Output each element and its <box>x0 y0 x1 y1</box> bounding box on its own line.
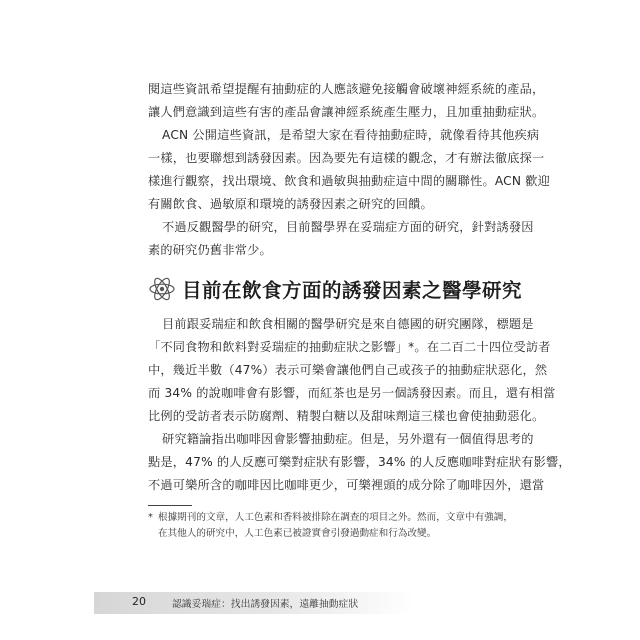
running-title: 認識妥瑞症：找出誘發因素，遠離抽動症狀 <box>172 599 359 610</box>
footnote-marker: * <box>148 512 153 523</box>
footnote-line: 在其他人的研究中，人工色素已被證實會引發過動症和行為改變。 <box>158 528 437 539</box>
footnote-divider <box>148 505 192 506</box>
footnote-text: 根據期刊的文章，人工色素和香料被排除在調查的項目之外。然而，文章中有強調， <box>158 512 513 523</box>
paragraph-research-gap <box>148 216 534 262</box>
paragraph-intro <box>148 78 545 124</box>
text-line: 「不同食物和飲料對妥瑞症的抽動症狀之影響」*。在二百二十四位受訪者 <box>148 340 551 354</box>
section-heading-text: 目前在飲食方面的誘發因素之醫學研究 <box>182 279 523 302</box>
text-line: 目前跟妥瑞症和飲食相關的醫學研究是來自德國的研究團隊，標題是 <box>162 317 534 331</box>
page-number: 20 <box>132 595 146 608</box>
text-line: ACN 公開這些資訊，是希望大家在看待抽動症時，就像看待其他疾病 <box>162 128 540 142</box>
text-line: 素的研究仍舊非常少。 <box>148 243 272 257</box>
text-line: 中，幾近半數（47%）表示可樂會讓他們自己或孩子的抽動症狀惡化，然 <box>148 363 548 377</box>
text-line: 一樣，也要聯想到誘發因素。因為要先有這樣的觀念，才有辦法徹底探一 <box>148 151 545 165</box>
atom-icon <box>148 275 176 303</box>
text-line: 有關飲食、過敏原和環境的誘發因素之研究的回饋。 <box>148 197 433 211</box>
text-line: 點是，47% 的人反應可樂對症狀有影響，34% 的人反應咖啡對症狀有影響， <box>148 455 571 469</box>
section-heading <box>148 271 523 307</box>
text-line: 讓人們意識到這些有害的產品會讓神經系統產生壓力，且加重抽動症狀。 <box>148 105 545 119</box>
text-line: 不過可樂所含的咖啡因比咖啡更少，可樂裡頭的成分除了咖啡因外，還當 <box>148 478 545 492</box>
text-line: 研究籍論指出咖啡因會影響抽動症。但是，另外還有一個值得思考的 <box>162 432 534 446</box>
text-line: 閱這些資訊希望提醒有抽動症的人應該避免接觸會破壞神經系統的產品， <box>148 82 545 96</box>
paragraph-acn <box>148 124 551 216</box>
paragraph-german-study <box>148 313 556 428</box>
text-line: 而 34% 的說咖啡會有影響，而紅茶也是另一個誘發因素。而且，還有相當 <box>148 386 556 400</box>
paragraph-caffeine <box>148 428 571 497</box>
text-line: 比例的受訪者表示防腐劑、精製白糖以及甜味劑這三樣也會使抽動惡化。 <box>148 409 545 423</box>
footnote <box>148 510 513 542</box>
text-line: 樣進行觀察，找出環境、飲食和過敏與抽動症這中間的關聯性。ACN 歡迎 <box>148 174 551 188</box>
footnote-line <box>148 510 513 526</box>
text-line: 不過反觀醫學的研究，目前醫學界在妥瑞症方面的研究，針對誘發因 <box>162 220 534 234</box>
